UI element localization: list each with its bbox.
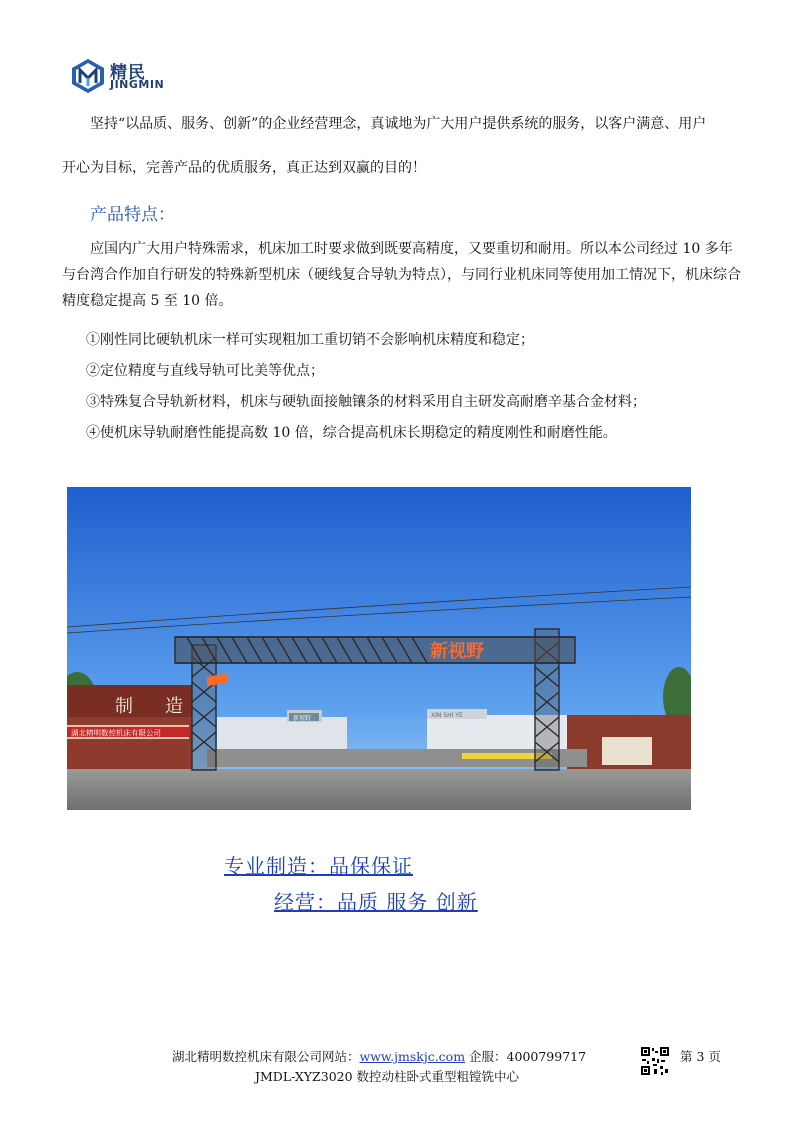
slogan-line-2: 经营：品质 服务 创新 (274, 890, 478, 914)
logo-chinese-text: 精民 (110, 63, 146, 83)
factory-gate-photo (67, 487, 691, 810)
building-sign-2: XIN SHI YE (431, 712, 463, 719)
intro-line-2: 开心为目标，完善产品的优质服务，真正达到双赢的目的！ (62, 160, 426, 176)
footer-product-line: JMDL-XYZ3020 数控动柱卧式重型粗镗铣中心 (255, 1069, 520, 1084)
wall-char-2: 造 (165, 696, 183, 717)
building-sign: 新视野 (293, 715, 312, 722)
slogan-line-1: 专业制造：品保保证 (224, 854, 413, 878)
company-logo (70, 58, 200, 94)
feature-item: ②定位精度与直线导轨可比美等优点； (86, 363, 324, 379)
footer-phone: 企服：4000799717 (469, 1049, 587, 1064)
footer-line-1 (172, 1047, 586, 1065)
features-list (86, 328, 646, 452)
qr-code-icon (640, 1046, 670, 1076)
features-heading: 产品特点： (90, 205, 175, 225)
banner-text: 湖北精明数控机床有限公司 (71, 728, 161, 738)
wall-char-1: 制 (115, 696, 133, 717)
gate-sign-text: 新视野 (430, 641, 484, 662)
footer-company-label: 湖北精明数控机床有限公司网站： (172, 1049, 360, 1064)
logo-mark-icon (70, 58, 106, 94)
intro-line-1: 坚持“以品质、服务、创新”的企业经营理念，真诚地为广大用户提供系统的服务，以客户满意、用户 (90, 116, 707, 132)
feature-item: ①刚性同比硬轨机床一样可实现粗加工重切销不会影响机床精度和稳定； (86, 332, 534, 348)
logo-english-text: JINGMIN (110, 78, 165, 91)
features-paragraph: 应国内广大用户特殊需求，机床加工时要求做到既要高精度，又要重切和耐用。所以本公司经过 10 多年与台湾合作加自行研发的特殊新型机床（硬线复合导轨为特点），与同行业机床同等使用加工情况下，机床综合精度稳定提高 5 至 10 倍。 (62, 241, 741, 309)
page-number: 第 3 页 (680, 1049, 721, 1064)
footer-website-link[interactable]: www.jmskjc.com (359, 1049, 466, 1064)
feature-item: ③特殊复合导轨新材料，机床与硬轨面接触镶条的材料采用自主研发高耐磨辛基合金材料； (86, 394, 646, 410)
feature-item: ④使机床导轨耐磨性能提高数 10 倍，综合提高机床长期稳定的精度刚性和耐磨性能。 (86, 425, 617, 441)
